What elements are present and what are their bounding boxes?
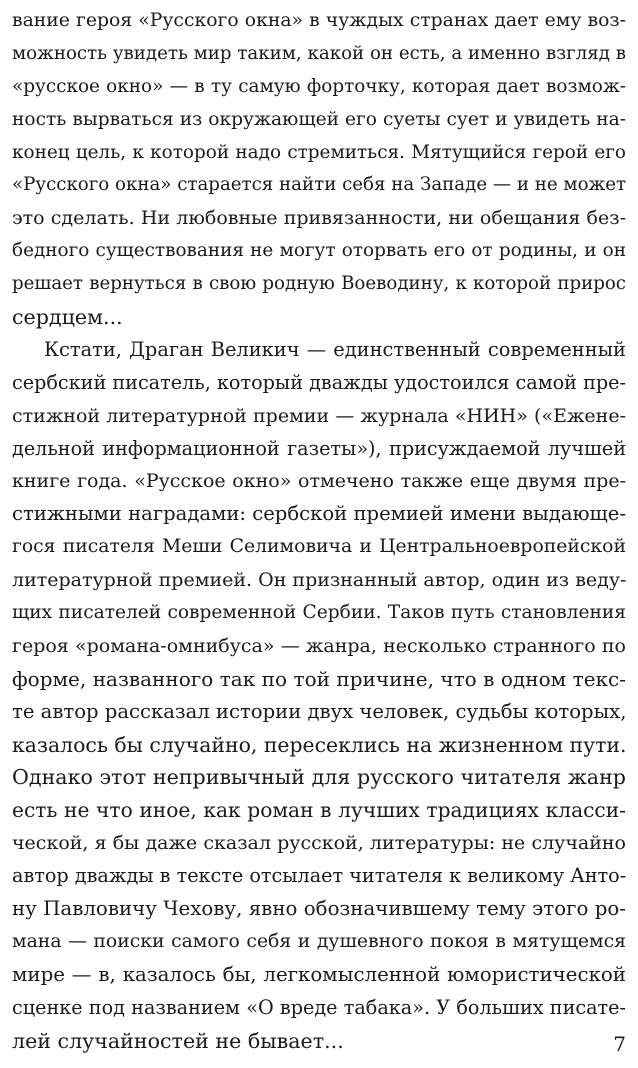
paragraph-1 — [12, 5, 626, 334]
text-line: те автор рассказал истории двух человек, судьбы которых, — [12, 699, 627, 723]
text-line: стижной литературной премии — журнала «НИН» («Еженe- — [12, 404, 626, 427]
text-line: «Русского окна» старается найти себя на Западе — и не может — [12, 174, 627, 196]
text-line: автор дважды в тексте отсылает читателя к великому Анто- — [12, 864, 627, 888]
text-line: мире — в, казалось бы, легкомысленной юмористической — [12, 962, 626, 986]
text-line: можность увидеть мир таким, какой он есть, а именно взгляд в — [12, 42, 626, 64]
text-line: литературной премией. Он признанный автор, один из веду- — [12, 569, 627, 592]
book-page — [12, 0, 626, 1068]
text-line: героя «романа-омнибуса» — жанра, несколько странного по — [12, 634, 626, 657]
text-line: щих писателей современной Сербии. Таков путь становления — [12, 602, 626, 624]
page-number: 7 — [613, 1032, 626, 1056]
text-line: есть не что иное, как роман в лучших традициях класси- — [12, 798, 626, 823]
text-line: ческой, я бы даже сказал русской, литературы: не случайно — [12, 832, 626, 855]
text-line: лей случайностей не бывает... — [12, 1028, 344, 1053]
text-line: стижными наградами: сербской премией имени выдающе- — [12, 502, 626, 526]
text-line: Однако этот непривычный для русского читателя жанр — [12, 765, 626, 790]
text-line: сердцем... — [12, 305, 123, 330]
text-line: гося писателя Меши Селимовича и Центральноевропейской — [12, 536, 626, 558]
text-line: ность вырваться из окружающей его суеты сует и увидеть на- — [12, 108, 626, 130]
text-line: мана — поиски самого себя и душевного покоя в мятущемся — [12, 930, 626, 952]
text-line: решает вернуться в свою родную Воеводину, к которой прирос — [12, 273, 626, 295]
text-line: бедного существования не могут оторвать его от родины, и он — [12, 240, 626, 262]
text-line: книге года. «Русское окно» отмечено также еще двумя пре- — [12, 470, 626, 493]
text-line: вание героя «Русского окна» в чуждых странах дает ему воз- — [12, 10, 626, 31]
text-line: сценке под названием «О вреде табака». У больших писате- — [12, 995, 626, 1019]
text-line: это сделать. Ни любовные привязанности, ни обещания без- — [12, 207, 626, 230]
text-line: форме, названного так по той причине, что в одном текс- — [12, 666, 626, 691]
text-line: дельной информационной газеты»), присуждаемой лучшей — [12, 436, 626, 460]
text-line: конец цель, к которой надо стремиться. Мятущийся герой его — [12, 141, 626, 163]
text-line: ну Павловичу Чехову, явно обозначившему тему этого ро- — [12, 897, 626, 921]
text-line: сербский писатель, который дважды удостоился самой пре- — [12, 370, 626, 394]
paragraph-2 — [12, 334, 626, 1058]
text-line: «русское окно» — в ту самую форточку, которая дает возмож- — [12, 75, 626, 97]
text-line: казалось бы случайно, пересеклись на жизненном пути. — [12, 732, 627, 757]
body-text — [12, 5, 626, 1058]
text-line: Кстати, Драган Великич — единственный современный — [44, 337, 626, 361]
